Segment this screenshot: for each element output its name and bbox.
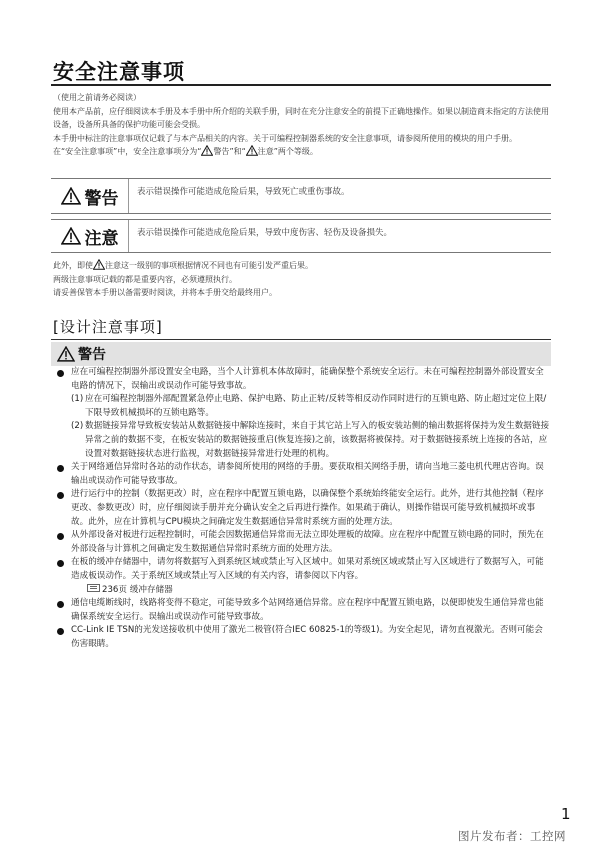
warning-level-label (51, 179, 129, 213)
warning-triangle-icon (57, 346, 75, 362)
bullet-item: CC-Link IE TSN的光发送接收机中使用了激光二极管(符合IEC 60825-1的等级1)。为安全起见，请勿直视激光。否则可能会伤害眼睛。 (51, 624, 551, 651)
bullet-item: 在板的缓冲存储器中，请勿将数据写入到系统区域或禁止写入区域中。如果对系统区域或禁止写入区域进行了数据写入，可能造成板误动作。关于系统区域或禁止写入区域的有关内容，请参阅以下内容。 (51, 556, 551, 583)
section-title: [设计注意事项] (53, 318, 163, 336)
notes-text-segment: 注意这一级别的事项根据情况不同也有可能引发严重后果。 (105, 261, 313, 270)
watermark: 图片发布者：工控网 (458, 829, 566, 843)
intro-caution-word: 注意 (257, 147, 274, 156)
intro-text-segment: 在“安全注意事项”中，安全注意事项分为“ (53, 147, 202, 156)
notes-line: 两级注意事项记载的都是重要内容，必须遵照执行。 (53, 274, 237, 284)
caution-level-label (51, 220, 129, 252)
page-number: 1 (561, 805, 571, 823)
notes-text-segment: 此外，即使 (53, 261, 93, 270)
warning-level-row (51, 178, 551, 214)
warning-content (51, 366, 551, 651)
warning-header-text: 警告 (78, 347, 106, 363)
reference-link[interactable] (51, 584, 551, 598)
caution-triangle-icon (93, 259, 105, 270)
bullet-item: 进行运行中的控制（数据更改）时，应在程序中配置互锁电路，以确保整个系统始终能安全运行。此外，进行其他控制（程序更改、参数更改）时，应仔细阅读手册并充分确认安全之后再进行操作。如果疏于确认，则操作错误可能导致机械损坏或事故。此外，应在计算机与CPU模块之间确定发生数据通信异常时系统方面的处理方法。 (51, 488, 551, 529)
intro-text (53, 91, 553, 159)
warning-triangle-icon (61, 187, 81, 205)
sub-item-number: (2) (71, 421, 84, 432)
caution-triangle-icon (61, 227, 81, 245)
bullet-item: 应在可编程控制器外部设置安全电路，当个人计算机本体故障时，能确保整个系统安全运行。未在可编程控制器外部设置安全电路的情况下，误输出或误动作可能导致事故。 (51, 366, 551, 393)
notes-line (53, 259, 553, 273)
intro-line: 本手册中标注的注意事项仅记载了与本产品相关的内容。关于可编程控制器系统的安全注意事项，请参阅所使用的模块的用户手册。 (53, 133, 517, 143)
intro-warning-word: 警告 (213, 147, 230, 156)
sub-item-text: 数据链接异常导致板安装站从数据链接中解除连接时，来自于其它站上写入的板安装站侧的输出数据将保持为发生数据链接异常之前的数据不变，在板安装站的数据链接重启(恢复连接)之前，该数据将被保持。对于数据链接系统上连接的各站，应设置对数据链接状态进行监视，对数据链接异常进行处理的机构。 (85, 421, 550, 459)
section-divider (51, 339, 551, 340)
title-divider (51, 84, 551, 86)
sub-item (51, 420, 551, 461)
warning-triangle-icon (201, 145, 213, 156)
sub-item-text: 应在可编程控制器外部配置紧急停止电路、保护电路、防止正转/反转等相反动作同时进行的互锁电路、防止超过定位上限/下限导致机械损坏的互锁电路等。 (85, 394, 547, 418)
warning-level-description: 表示错误操作可能造成危险后果，导致死亡或重伤事故。 (137, 187, 350, 197)
page-title: 安全注意事项 (53, 60, 185, 84)
page-reference-icon (87, 584, 100, 592)
caution-level-description: 表示错误操作可能造成危险后果，导致中度伤害、轻伤及设备损失。 (137, 228, 393, 238)
caution-level-row (51, 219, 551, 253)
warning-header (51, 342, 551, 366)
intro-text-segment: ”两个等级。 (273, 147, 318, 156)
reference-text: 236页 缓冲存储器 (102, 584, 173, 595)
bullet-item: 从外部设备对板进行远程控制时，可能会因数据通信异常而无法立即处理板的故障。应在程序中配置互锁电路的同时，预先在外部设备与计算机之间确定发生数据通信异常时系统方面的处理方法。 (51, 529, 551, 556)
caution-label-text: 注意 (84, 228, 119, 249)
bullet-item: 关于网络通信异常时各站的动作状态，请参阅所使用的网络的手册。要获取相关网络手册，请向当地三菱电机代理店咨询。误输出或误动作可能导致事故。 (51, 461, 551, 488)
intro-line: 使用本产品前，应仔细阅读本手册及本手册中所介绍的关联手册，同时在充分注意安全的前提下正确地操作。如果以制造商未指定的方法使用设备，设备所具备的保护功能可能会受损。 (53, 106, 549, 129)
notes-text (53, 259, 553, 300)
bullet-item: 通信电缆断线时，线路将变得不稳定，可能导致多个站网络通信异常。应在程序中配置互锁电路，以便即使发生通信异常也能确保系统安全运行。误输出或误动作可能导致事故。 (51, 597, 551, 624)
warning-label-text: 警告 (84, 188, 119, 209)
intro-line: （使用之前请务必阅读） (53, 93, 141, 102)
sub-item (51, 393, 551, 420)
sub-item-number: (1) (71, 394, 84, 405)
intro-line (53, 145, 553, 159)
intro-text-segment: ”和“ (229, 147, 246, 156)
caution-triangle-icon (246, 145, 258, 156)
notes-line: 请妥善保管本手册以备需要时阅读，并将本手册交给最终用户。 (53, 288, 277, 297)
